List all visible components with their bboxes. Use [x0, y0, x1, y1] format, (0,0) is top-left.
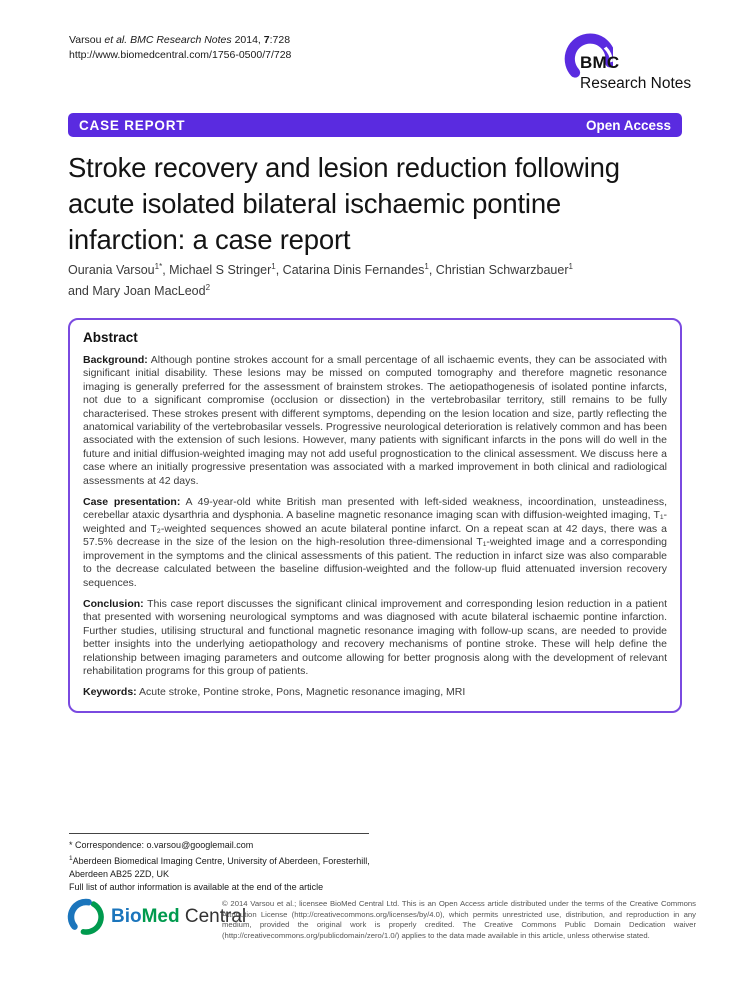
affiliation-sup: 1 [69, 855, 73, 862]
citation-line [69, 33, 291, 48]
biomed-central-logo [66, 897, 247, 939]
background-label: Background: [83, 354, 148, 366]
background-text: Although pontine strokes account for a small percentage of all ischaemic events, they can be associated with significant initial disability. These lesions may be missed on computed tomography and therefore magnetic resonance imaging is generally preferred for the assessment of brainstem strokes. The aetiopathogenesis of isolated pontine infarcts, not due to a significant compromise (occlusion or dissection) in the vertebrobasilar territory, still remains to be fully characterised. These strokes present with different symptoms, depending on the lesion location and size, partly reflecting the anatomical variability of the vertebrobasilar vessels. Progressive neurological deterioration is relatively common and has been associated with the extension of such lesions. However, many patients with significant infarcts in the pons will do well in the future and initial diffusion-weighted imaging may not add useful prognostication to the clinical assessment. We discuss here a case where an initially progressive presentation was associated with a marked improvement in both clinical and radiological assessments at 42 days. [83, 354, 667, 487]
author-affil-sup: 1 [568, 262, 573, 271]
title-line: infarction: a case report [68, 224, 351, 255]
correspondence-email-link[interactable]: o.varsou@googlemail.com [146, 840, 254, 850]
wordmark-central: Central [179, 906, 247, 927]
author-info-note: Full list of author information is available at the end of the article [69, 882, 324, 892]
abstract-conclusion [83, 598, 667, 678]
conclusion-text: This case report discusses the significant clinical improvement and corresponding lesion reduction in a patient that presented with worsening neurological symptoms and was diagnosed with acute bilateral ischaemic pontine infarction. Further studies, utilising structural and functional magnetic resonance imaging with follow-up scans, are needed to provide better insights into the underlying aetiopathology and recovery mechanisms of pontine stroke. These will help define the relationship between imaging parameters and outcome allowing for better prognosis along with the development of relevant rehabilitation programs for this group of patients. [83, 597, 667, 677]
keywords-text: Acute stroke, Pontine stroke, Pons, Magnetic resonance imaging, MRI [136, 686, 466, 699]
article-url-link[interactable]: http://www.biomedcentral.com/1756-0500/7/728 [69, 49, 292, 61]
author-affil-sup: 1 [424, 262, 429, 271]
open-access-label: Open Access [585, 117, 671, 133]
biomed-circle-icon [66, 897, 106, 937]
title-line: acute isolated bilateral ischaemic pontine [68, 188, 562, 219]
abstract-keywords [83, 686, 667, 699]
running-head-citation [69, 33, 291, 63]
citation-journal: et al. BMC Research Notes [104, 34, 235, 46]
author-name: , Catarina Dinis Fernandes [275, 263, 425, 278]
article-title [68, 150, 688, 258]
citation-volume: 7 [263, 34, 270, 46]
journal-logo-line1: BMC [580, 53, 620, 72]
citation-author: Varsou [69, 34, 105, 46]
author-list [68, 258, 682, 300]
author-affil-sup: 1* [154, 262, 163, 271]
author-name: , Michael S Stringer [162, 263, 272, 278]
footnote-block [69, 833, 387, 894]
author-affil-sup: 2 [205, 283, 211, 293]
footnote-divider [69, 833, 369, 834]
citation-pages: :728 [269, 34, 291, 46]
correspondence-line [69, 839, 387, 852]
author-affil-sup: 1 [271, 262, 276, 271]
author-name: , Christian Schwarzbauer [428, 263, 569, 278]
author-name: Ourania Varsou [68, 263, 155, 278]
author-name: and Mary Joan MacLeod [68, 284, 206, 299]
affiliation-line [69, 852, 387, 881]
title-line: Stroke recovery and lesion reduction following [68, 152, 620, 183]
abstract-heading: Abstract [83, 330, 138, 345]
author-line-2 [68, 279, 682, 300]
author-line-1 [68, 258, 682, 279]
case-presentation-label: Case presentation: [83, 496, 181, 509]
keywords-label: Keywords: [83, 686, 137, 699]
citation-year: 2014, [234, 34, 264, 46]
abstract-case-presentation [83, 496, 667, 590]
article-type-banner [68, 113, 682, 137]
journal-logo-line2: Research Notes [580, 75, 692, 92]
correspondence-label: * Correspondence: [69, 840, 147, 850]
abstract-background [83, 354, 667, 488]
abstract-box [68, 318, 682, 713]
copyright-notice: © 2014 Varsou et al.; licensee BioMed Central Ltd. This is an Open Access article distributed under the terms of the Creative Commons Attribution License (http://creativecommons.org/licenses/by/4.0), which permits unrestricted use, distribution, and reproduction in any medium, provided the original work is properly credited. The Creative Commons Public Domain Dedication waiver (http://creativecommons.org/publicdomain/zero/1.0/) applies to the data made available in this article, unless otherwise stated. [222, 899, 696, 940]
wordmark-bio: Bio [111, 906, 142, 927]
conclusion-label: Conclusion: [83, 597, 144, 610]
affiliation-text: Aberdeen Biomedical Imaging Centre, University of Aberdeen, Foresterhill, Aberdeen AB25 2ZD, UK [69, 856, 370, 879]
wordmark-med: Med [141, 906, 180, 927]
case-presentation-text: A 49-year-old white British man presented with left-sided weakness, incoordination, unsteadiness, cerebellar ataxic dysarthria and dysphonia. A baseline magnetic resonance imaging scan with diffusion-weighted imaging, T₁-weighted and T₂-weighted sequences showed an acute bilateral pontine infarct. On a repeat scan at 42 days, there was a 57.5% decrease in the size of the lesion on the high-resolution three-dimensional T₁-weighted image and a corresponding improvement in the symptoms and the clinical assessments of this patient. The reduction in infarct size was also comparable to the decrease calculated between the baseline diffusion-weighted and the follow-up fluid attenuated inversion recovery sequences. [83, 496, 667, 589]
bmc-journal-logo [563, 26, 693, 98]
article-type-label: CASE REPORT [79, 117, 186, 133]
